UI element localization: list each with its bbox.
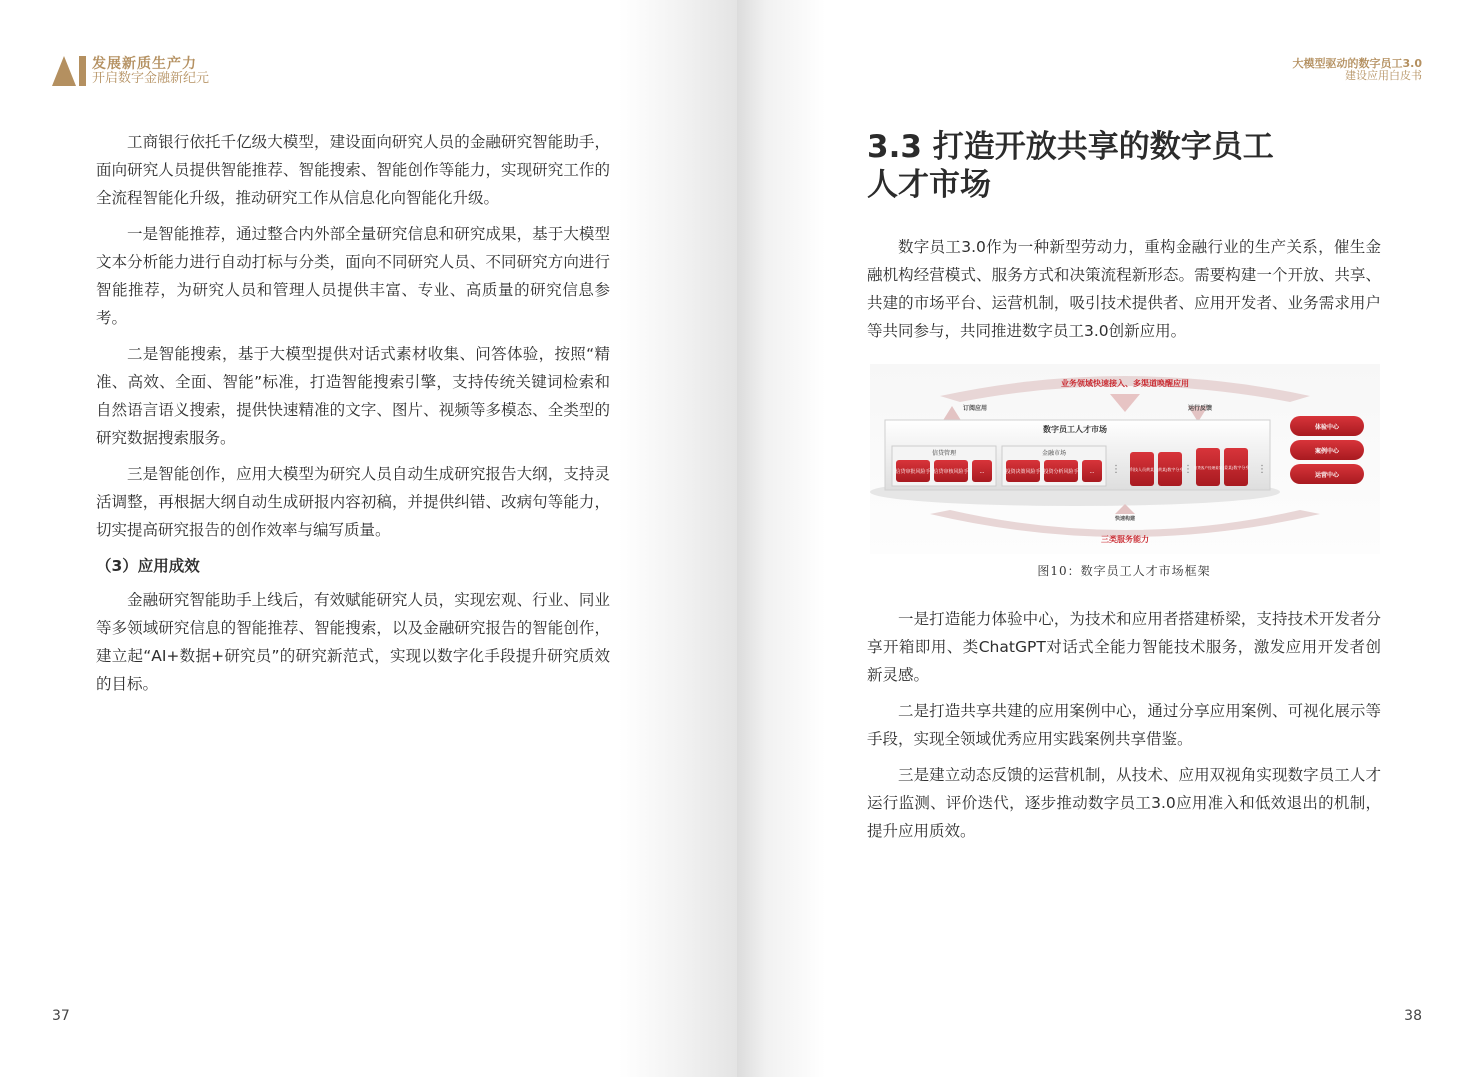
paragraph: 二是智能搜索，基于大模型提供对话式素材收集、问答体验，按照“精准、高效、全面、智能”标准，打造智能搜索引擎，支持传统关键词检索和自然语言语义搜索，提供快速精准的文字、图片、视频等多模态、全类型的研究数据搜索服务。 xyxy=(96,345,610,447)
header-title: 发展新质生产力 xyxy=(92,55,197,72)
center-label: 运营中心 xyxy=(1314,473,1340,479)
ai-logo-icon xyxy=(52,56,88,86)
subscribe-label: 订阅应用 xyxy=(962,406,988,412)
section-title-line: 人才市场 xyxy=(867,167,991,203)
feedback-label: 运行反馈 xyxy=(1187,406,1213,412)
talent-market-diagram xyxy=(870,364,1380,554)
tile-label: ... xyxy=(979,469,985,475)
build-label: 快速构建 xyxy=(1114,516,1136,522)
bottom-label: 三类服务能力 xyxy=(1101,535,1149,544)
top-label: 业务领域快速接入、多渠道唤醒应用 xyxy=(1061,379,1189,388)
page-number: 37 xyxy=(52,1008,70,1024)
tile-label: 信贷审批风险手 xyxy=(895,469,931,475)
figure-caption: 图10：数字员工人才市场框架 xyxy=(1037,564,1211,578)
header-title: 大模型驱动的数字员工3.0 xyxy=(1292,57,1422,70)
brand-header xyxy=(52,56,209,86)
group-title: 信贷管理 xyxy=(931,451,957,457)
section-title-line: 3.3 打造开放共享的数字员工 xyxy=(867,129,1274,165)
paragraph: 三是建立动态反馈的运营机制，从技术、应用双视角实现数字员工人才运行监测、评价迭代，逐步推动数字员工3.0应用准入和低效退出的机制，提升应用质效。 xyxy=(867,766,1381,840)
tile-label: (姜某)数字分身 xyxy=(1222,465,1250,470)
ellipsis-icon: ⋮ xyxy=(1111,464,1121,475)
header-subtitle: 建设应用白皮书 xyxy=(1345,69,1422,83)
tile-label: 投资分析风险手 xyxy=(1043,469,1079,475)
paragraph: 工商银行依托千亿级大模型，建设面向研究人员的金融研究智能助手，面向研究人员提供智能推荐、智能搜索、智能创作等能力，实现研究工作的全流程智能化升级，推动研究工作从信息化向智能化升级。 xyxy=(96,133,610,207)
page-number: 38 xyxy=(1404,1008,1422,1024)
tile-label: 投资决策风险手 xyxy=(1005,469,1041,475)
right-body xyxy=(867,605,1381,853)
paragraph: 数字员工3.0作为一种新型劳动力，重构金融行业的生产关系，催生金融机构经营模式、服务方式和决策流程新形态。需要构建一个开放、共享、共建的市场平台、运营机制，吸引技术提供者、应用开发者、业务需求用户等共同参与，共同推进数字员工3.0创新应用。 xyxy=(867,238,1381,340)
paragraph: 一是打造能力体验中心，为技术和应用者搭建桥梁，支持技术开发者分享开箱即用、类ChatGPT对话式全能力智能技术服务，激发应用开发者创新灵感。 xyxy=(867,610,1381,684)
ellipsis-icon: ⋮ xyxy=(1183,464,1193,475)
paragraph: 三是智能创作，应用大模型为研究人员自动生成研究报告大纲，支持灵活调整，再根据大纲自动生成研报内容初稿，并提供纠错、改病句等能力，切实提高研究报告的创作效率与编写质量。 xyxy=(96,465,610,539)
tile-label: (黄某)数字分身 xyxy=(1156,467,1184,472)
left-body xyxy=(96,128,610,706)
group-title: 金融市场 xyxy=(1041,451,1067,457)
paragraph: 二是打造共享共建的应用案例中心，通过分享应用案例、可视化展示等手段，实现全领域优秀应用实践案例共享借鉴。 xyxy=(867,702,1381,748)
center-label: 体验中心 xyxy=(1314,425,1340,431)
right-header xyxy=(1293,58,1423,82)
tile-label: ... xyxy=(1089,469,1095,475)
header-subtitle: 开启数字金融新纪元 xyxy=(92,70,210,86)
right-intro xyxy=(867,233,1381,353)
paragraph: 一是智能推荐，通过整合内外部全量研究信息和研究成果，基于大模型文本分析能力进行自动打标与分类，面向不同研究人员、不同研究方向进行智能推荐，为研究人员和管理人员提供丰富、专业、高质量的研究信息参考。 xyxy=(96,225,610,327)
market-title: 数字员工人才市场 xyxy=(1043,425,1107,434)
center-label: 案例中心 xyxy=(1314,449,1340,455)
ellipsis-icon: ⋮ xyxy=(1257,464,1267,475)
section-title xyxy=(867,128,1387,204)
bottom-arc xyxy=(930,510,1320,537)
tile-label: 信贷审核风险手 xyxy=(933,469,969,475)
paragraph: 金融研究智能助手上线后，有效赋能研究人员，实现宏观、行业、同业等多领域研究信息的智能推荐、智能搜索，以及金融研究报告的智能创作，建立起“AI+数据+研究员”的研究新范式，实现以数字化手段提升研究质效的目标。 xyxy=(96,591,610,693)
tile-label: 科技人员黄某 xyxy=(1130,467,1154,472)
down-arrow-icon xyxy=(1110,394,1140,412)
diagram-svg xyxy=(870,364,1380,554)
subheading: （3）应用成效 xyxy=(96,557,200,575)
tile-label: 信贷客户经理姜某 xyxy=(1193,466,1223,470)
